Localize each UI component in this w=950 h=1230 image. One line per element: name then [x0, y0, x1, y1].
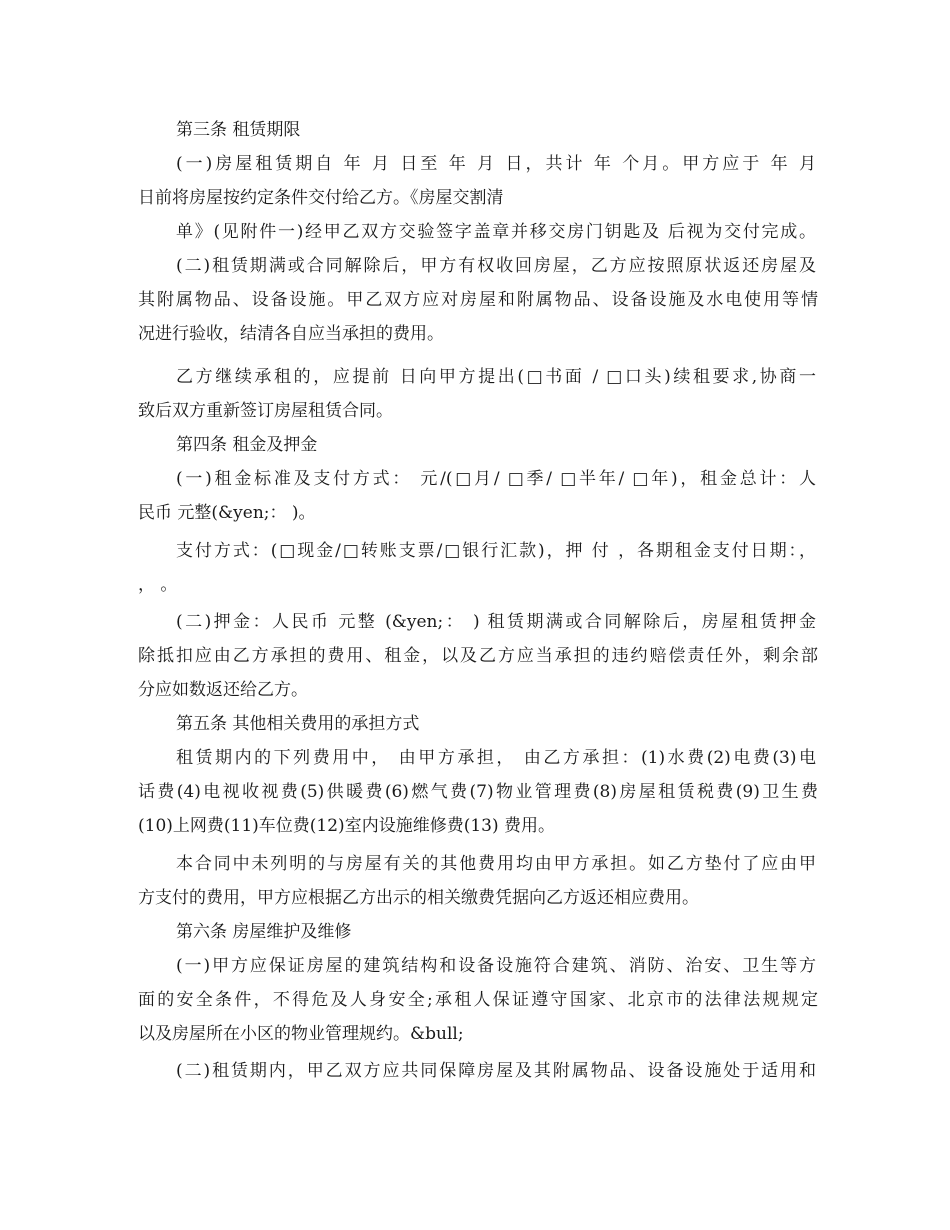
- paragraph-line: 乙方继续承租的，应提前 日向甲方提出(□书面 / □口头)续租要求,协商一: [176, 367, 816, 387]
- heading-article-6: 第六条 房屋维护及维修: [176, 922, 352, 942]
- paragraph-line: (一)租金标准及支付方式： 元/(□月/ □季/ □半年/ □年)，租金总计：人: [176, 469, 816, 489]
- paragraph-line: 支付方式：(□现金/□转账支票/□银行汇款)，押 付 ，各期租金支付日期：，: [176, 541, 816, 561]
- paragraph-line: 日前将房屋按约定条件交付给乙方。《房屋交割清: [138, 188, 504, 208]
- paragraph-line: 面的安全条件，不得危及人身安全;承租人保证遵守国家、北京市的法律法规规定: [138, 990, 818, 1010]
- heading-article-4: 第四条 租金及押金: [176, 435, 318, 455]
- paragraph-line: 民币 元整(&yen;： )。: [138, 503, 316, 523]
- heading-article-3: 第三条 租赁期限: [176, 120, 301, 140]
- paragraph-line: (二)押金：人民币 元整 (&yen;： ) 租赁期满或合同解除后，房屋租赁押金: [176, 612, 816, 632]
- paragraph-line: 方支付的费用，甲方应根据乙方出示的相关缴费凭据向乙方返还相应费用。: [138, 888, 699, 908]
- paragraph-line: 本合同中未列明的与房屋有关的其他费用均由甲方承担。如乙方垫付了应由甲: [176, 854, 816, 874]
- paragraph-line: ， 。: [138, 575, 178, 595]
- heading-article-5: 第五条 其他相关费用的承担方式: [176, 714, 420, 734]
- paragraph-line: 话费(4)电视收视费(5)供暖费(6)燃气费(7)物业管理费(8)房屋租赁税费(9)卫生费: [138, 782, 818, 802]
- paragraph-line: 致后双方重新签订房屋租赁合同。: [138, 401, 393, 421]
- paragraph-line: 以及房屋所在小区的物业管理规约。&bull;: [138, 1024, 464, 1044]
- paragraph-line: 其附属物品、设备设施。甲乙双方应对房屋和附属物品、设备设施及水电使用等情: [138, 290, 818, 310]
- paragraph-line: 单》(见附件一)经甲乙双方交验签字盖章并移交房门钥匙及 后视为交付完成。: [176, 222, 816, 242]
- paragraph-line: (10)上网费(11)车位费(12)室内设施维修费(13) 费用。: [138, 816, 555, 836]
- paragraph-line: (二)租赁期内，甲乙双方应共同保障房屋及其附属物品、设备设施处于适用和: [176, 1061, 816, 1081]
- paragraph-line: (二)租赁期满或合同解除后，甲方有权收回房屋，乙方应按照原状返还房屋及: [176, 256, 816, 276]
- paragraph-line: 租赁期内的下列费用中， 由甲方承担， 由乙方承担：(1)水费(2)电费(3)电: [176, 748, 816, 768]
- paragraph-line: 分应如数返还给乙方。: [138, 680, 308, 700]
- paragraph-line: 况进行验收，结清各自应当承担的费用。: [138, 324, 444, 344]
- paragraph-line: (一)甲方应保证房屋的建筑结构和设备设施符合建筑、消防、治安、卫生等方: [176, 956, 816, 976]
- paragraph-line: 除抵扣应由乙方承担的费用、租金，以及乙方应当承担的违约赔偿责任外，剩余部: [138, 646, 818, 666]
- paragraph-line: (一)房屋租赁期自 年 月 日至 年 月 日，共计 年 个月。甲方应于 年 月: [176, 154, 816, 174]
